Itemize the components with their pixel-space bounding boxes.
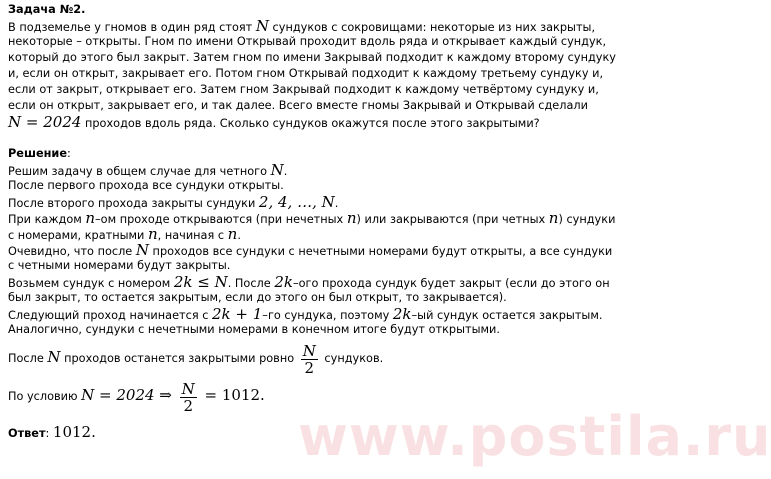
math-var: N [255, 17, 269, 35]
fraction [301, 343, 318, 376]
text: Следующий проход начинается с [8, 309, 213, 322]
document [8, 2, 618, 440]
text: . После [227, 277, 275, 290]
text: В подземелье у гномов в один ряд стоят [8, 21, 256, 34]
math-var: N [135, 241, 149, 259]
text: . [237, 229, 241, 242]
text: –ый сундук остается закрытым. [411, 309, 603, 322]
text-line: был закрыт, то остается закрытым, если до этого он был открыт, то закрывается). [8, 291, 507, 304]
math-expr: 2, 4, …, N [258, 193, 335, 211]
math-var: n [85, 209, 96, 227]
text: ) сундуки [558, 213, 616, 226]
text: проходов вдоль ряда. Сколько сундуков окажутся после этого закрытыми? [81, 117, 540, 130]
text: . [334, 197, 339, 210]
fraction [180, 381, 197, 414]
text: , начиная с [157, 229, 228, 242]
text: После второго прохода закрыты сундуки [8, 197, 259, 210]
math-expr: 2k + 1 [212, 305, 263, 323]
fraction-numerator: N [302, 341, 316, 360]
text: –ого прохода сундук будет закрыт (если до этого он [292, 277, 610, 290]
text: По условию [8, 390, 82, 403]
math-var: N [270, 161, 284, 179]
text-line: если от закрыт, открывает его. Затем гном Закрывай подходит к каждому четвёртому сундуку и, [8, 83, 599, 96]
math-expr: = 1012. [199, 386, 265, 404]
text: сундуков. [320, 352, 384, 365]
math-expr: 2k [274, 273, 293, 291]
text: проходов останется закрытыми ровно [60, 352, 298, 365]
text: . [283, 165, 288, 178]
fraction-denominator: 2 [304, 358, 315, 377]
text: –го сундука, поэтому [262, 309, 393, 322]
text: Решим задачу в общем случае для четного [8, 165, 271, 178]
solution-heading: Решение [8, 147, 67, 160]
math-var: N [47, 348, 61, 366]
text: –ом проходе открываются (при нечетных [95, 213, 347, 226]
text: сундуков с сокровищами: некоторые из них закрыты, [268, 21, 596, 34]
answer-label: Ответ [8, 427, 46, 440]
fraction-numerator: N [181, 379, 195, 398]
math-var: n [346, 209, 357, 227]
text-line: и, если он открыт, закрывает его. Потом гном Открывай подходит к каждому третьему сундуку и, [8, 67, 604, 80]
text-line: После первого прохода все сундуки открыты. [8, 179, 284, 192]
math-var: n [227, 225, 238, 243]
math-expr: N = 2024 ⇒ [81, 386, 177, 404]
solution [8, 146, 618, 414]
text: Возьмем сундук с номером [8, 277, 174, 290]
text: : [66, 147, 71, 160]
math-expr: 2k [392, 305, 412, 323]
problem-text [8, 18, 618, 130]
fraction-line [8, 338, 618, 376]
text: проходов все сундуки с нечетными номерами будут открыты, а все сундуки [148, 245, 613, 258]
text-line: если он открыт, закрывает его, и так далее. Всего вместе гномы Закрывай и Открывай сделали [8, 99, 588, 112]
text: При каждом [8, 213, 86, 226]
problem-title: Задача №2. [8, 3, 86, 16]
fraction-denominator: 2 [183, 396, 193, 415]
text: ) или закрываются (при четных [356, 213, 549, 226]
math-var: n [147, 225, 158, 243]
math-var: n [548, 209, 559, 227]
text: : [45, 427, 53, 440]
watermark-logo: www.postila.ru [298, 405, 771, 468]
answer-value: 1012. [52, 423, 96, 441]
math-expr: 2k ≤ N [173, 273, 228, 291]
text: Очевидно, что после [8, 245, 136, 258]
text-line: некоторые – открыты. Гном по имени Открывай проходит вдоль ряда и открывает каждый сундук, [8, 35, 607, 48]
text: с номерами, кратными [8, 229, 148, 242]
text: После [8, 352, 48, 365]
text-line: который до этого был закрыт. Затем гном по имени Закрывай подходит к каждому второму сундуку [8, 51, 616, 64]
math-expr: N = 2024 [8, 113, 82, 131]
text-line: Аналогично, сундуки с нечетными номерами в конечном итоге будут открытыми. [8, 323, 500, 336]
text-line: с четными номерами будут закрыты. [8, 259, 231, 272]
